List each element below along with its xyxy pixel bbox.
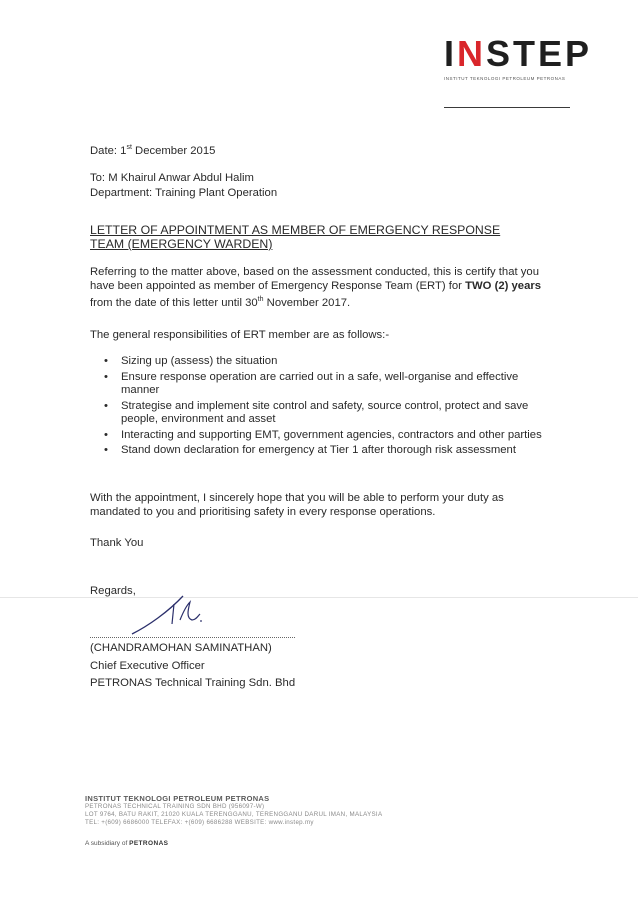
footer-company: PETRONAS TECHNICAL TRAINING SDN BHD (956097-W) <box>85 803 265 810</box>
department: Department: Training Plant Operation <box>90 187 278 199</box>
subsidiary-note: A subsidiary of PETRONAS <box>85 840 169 847</box>
list-item: • Interacting and supporting EMT, government agencies, contractors and other parties <box>104 428 542 441</box>
list-item: • Stand down declaration for emergency at Tier 1 after thorough risk assessment <box>104 444 516 456</box>
signer-company: PETRONAS Technical Training Sdn. Bhd <box>90 677 296 689</box>
signer-name: (CHANDRAMOHAN SAMINATHAN) <box>90 642 272 654</box>
scan-fold-line <box>0 597 638 598</box>
list-item: • Ensure response operation are carried out in a safe, well-organise and effective manner <box>104 370 519 396</box>
bullet-icon: • <box>104 370 108 383</box>
signature-line <box>90 637 295 638</box>
thank-you: Thank You <box>90 537 144 549</box>
logo-rule <box>444 107 570 108</box>
footer-contact: TEL: +(609) 6686000 TELEFAX: +(609) 6686288 WEBSITE: www.instep.my <box>85 819 314 826</box>
appointment-paragraph: Referring to the matter above, based on the assessment conducted, this is certify that you have been appointed as member of Emergency Response Team (ERT) for TWO (2) years from the date of this letter until 30th November 2017. <box>90 266 542 309</box>
footer-address: LOT 9764, BATU RAKIT, 21020 KUALA TERENGGANU, TERENGGANU DARUL IMAN, MALAYSIA <box>85 811 383 818</box>
logo-tagline: INSTITUT TEKNOLOGI PETROLEUM PETRONAS <box>444 76 566 81</box>
bullet-icon: • <box>104 444 108 456</box>
closing-paragraph: With the appointment, I sincerely hope that you will be able to perform your duty as mandated to you and prioritising safety in every response operations. <box>90 492 504 518</box>
regards: Regards, <box>90 585 136 597</box>
responsibilities-list <box>104 355 544 460</box>
footer-title: INSTITUT TEKNOLOGI PETROLEUM PETRONAS <box>85 794 270 803</box>
letterhead-footer <box>85 795 382 827</box>
instep-logo <box>444 33 593 94</box>
recipient: To: M Khairul Anwar Abdul Halim <box>90 172 254 184</box>
list-item: • Strategise and implement site control and safety, source control, protect and save people, environment and asset <box>104 399 529 425</box>
responsibilities-intro: The general responsibilities of ERT member are as follows:- <box>90 329 390 341</box>
logo-wordmark: INSTEP <box>444 33 593 74</box>
list-item: • Sizing up (assess) the situation <box>104 355 278 367</box>
bullet-icon: • <box>104 355 108 367</box>
letter-date: Date: 1st December 2015 <box>90 144 216 157</box>
bullet-icon: • <box>104 428 108 441</box>
letter-subject: LETTER OF APPOINTMENT AS MEMBER OF EMERGENCY RESPONSE TEAM (EMERGENCY WARDEN) <box>90 223 501 251</box>
signature-image <box>128 590 218 638</box>
bullet-icon: • <box>104 399 108 412</box>
signer-title: Chief Executive Officer <box>90 660 205 672</box>
